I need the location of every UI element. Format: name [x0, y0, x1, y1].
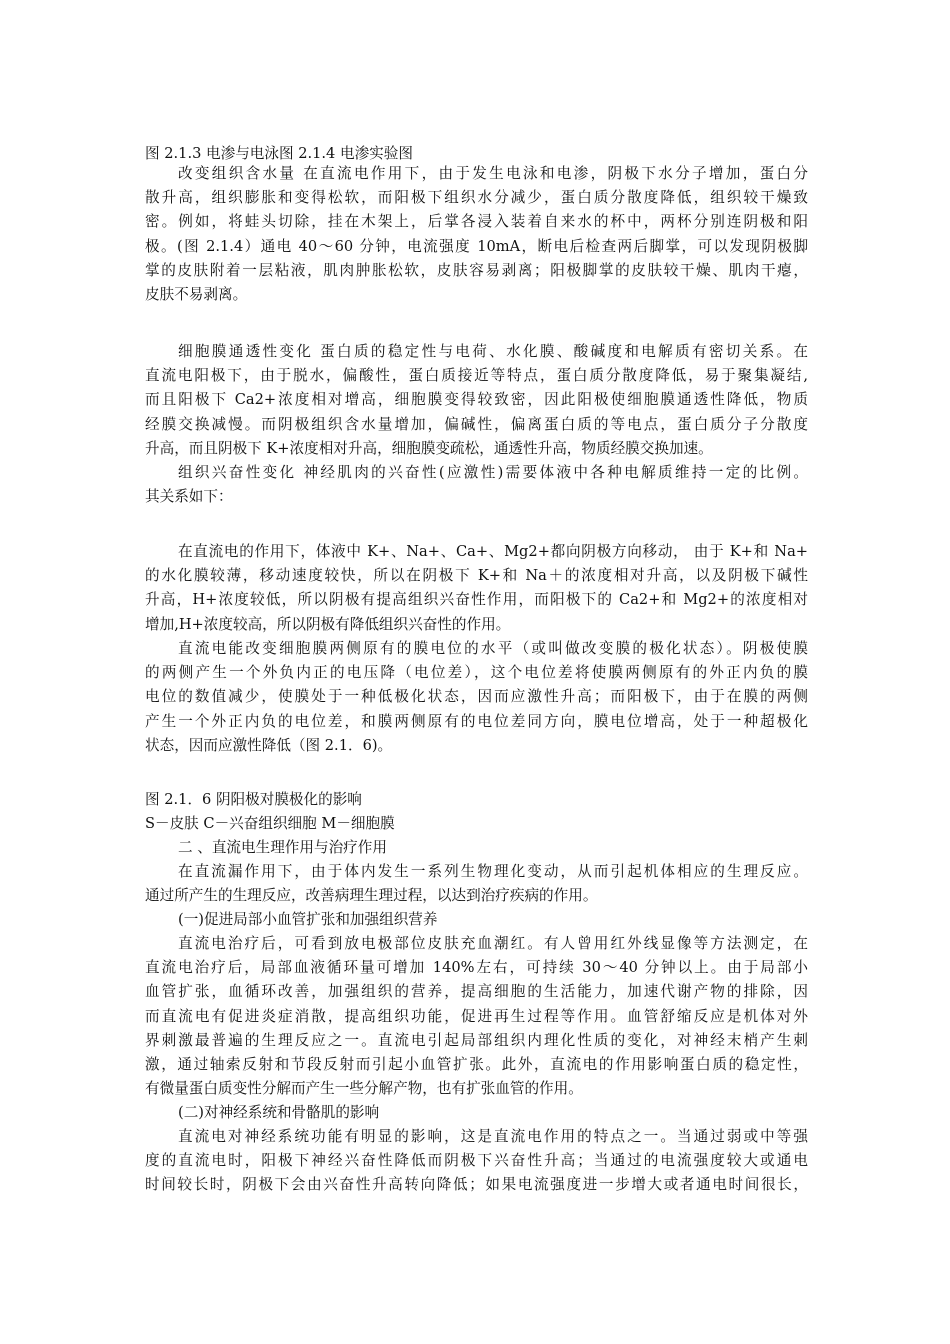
paragraph-excitability [145, 461, 808, 509]
text-line: 状态，因而应激性降低（图 2.1．6)。 [145, 736, 393, 754]
text-line: 通过所产生的生理反应，改善病理生理过程，以达到治疗疾病的作用。 [145, 887, 598, 905]
caption-line: 图 2.1.3 电渗与电泳图 2.1.4 电渗实验图 [145, 145, 413, 162]
text-line: 直流电治疗后，可看到放电极部位皮肤充血潮红。有人曾用红外线显像等方法测定，在 [178, 935, 808, 952]
text-line: 度的直流电时，阳极下神经兴奋性降低而阴极下兴奋性升高；当通过的电流强度较大或通电 [145, 1152, 808, 1170]
text-line: 升高，而且阴极下 K+浓度相对升高，细胞膜变疏松，通透性升高，物质经膜交换加速。 [145, 439, 713, 457]
text-line: 直流电阳极下，由于脱水，偏酸性，蛋白质接近等特点，蛋白质分散度降低，易于聚集凝结, [145, 367, 808, 385]
text-line: 界刺激最普遍的生理反应之一。直流电引起局部组织内理化性质的变化，对神经末梢产生刺 [145, 1031, 808, 1049]
text-line: 直流电对神经系统功能有明显的影响，这是直流电作用的特点之一。当通过弱或中等强 [178, 1128, 808, 1145]
caption-line: 图 2.1．6 阴阳极对膜极化的影响 [145, 791, 362, 808]
text-line: 极。(图 2.1.4）通电 40～60 分钟，电流强度 10mA，断电后检查两后脚掌，可以发现阴极脚 [145, 237, 808, 255]
subsection-title: (二)对神经系统和骨骼肌的影响 [178, 1104, 380, 1121]
text-line: 时间较长时，阴极下会由兴奋性升高转向降低；如果电流强度进一步增大或者通电时间很长， [145, 1176, 808, 1194]
text-line: 而直流电有促进炎症消散，提高组织功能，促进再生过程等作用。血管舒缩反应是机体对外 [145, 1007, 808, 1025]
text-line: 增加,H+浓度较高，所以阴极有降低组织兴奋性的作用。 [145, 615, 511, 633]
text-line: 散升高，组织膨胀和变得松软，而阳极下组织水分减少，蛋白质分散度降低，组织较干燥致 [145, 189, 808, 207]
text-line: 密。例如，将蛙头切除，挂在木架上，后掌各浸入装着自来水的杯中，两杯分别连阴极和阳 [145, 213, 808, 231]
section-heading-physiological-effects [145, 836, 808, 860]
subsection-title: (一)促进局部小血管扩张和加强组织营养 [178, 911, 438, 928]
text-line: 在直流电的作用下，体液中 K+、Na+、Ca+、Mg2+都向阴极方向移动， 由于 K+和 Na+ [178, 543, 808, 560]
subheading-nervous-system [145, 1101, 808, 1125]
text-line: 细胞膜通透性变化 蛋白质的稳定性与电荷、水化膜、酸碱度和电解质有密切关系。在 [178, 343, 808, 360]
figure-caption-2-1-6 [145, 788, 808, 836]
text-line: 直流电治疗后，局部血液循环量可增加 140%左右，可持续 30～40 分钟以上。由于局部小 [145, 959, 808, 977]
text-line: 掌的皮肤附着一层粘液，肌肉肿胀松软，皮肤容易剥离；阳极脚掌的皮肤较干燥、肌肉干瘪， [145, 261, 808, 279]
text-line: 的两侧产生一个外负内正的电压降（电位差），这个电位差将使膜两侧原有的外正内负的膜 [145, 664, 808, 682]
paragraph-ion-movement [145, 540, 808, 637]
text-line: 其关系如下： [145, 488, 233, 506]
text-line: 改变组织含水量 在直流电作用下，由于发生电泳和电渗，阴极下水分子增加，蛋白分 [178, 165, 808, 182]
caption-legend: S－皮肤 C－兴奋组织细胞 M－细胞膜 [145, 815, 395, 833]
paragraph-nervous-system [145, 1125, 808, 1198]
subheading-vasodilation [145, 908, 808, 932]
paragraph-vasodilation [145, 932, 808, 1101]
text-line: 血管扩张，血循环改善，加强组织的营养，提高细胞的生活能力，加速代谢产物的排除，因 [145, 983, 808, 1001]
paragraph-physiological-reaction [145, 860, 808, 908]
text-line: 直流电能改变细胞膜两侧原有的膜电位的水平（或叫做改变膜的极化状态）。阴极使膜 [178, 640, 808, 657]
text-line: 产生一个外正内负的电位差，和膜两侧原有的电位差同方向，膜电位增高，处于一种超极化 [145, 712, 808, 730]
paragraph-membrane-potential [145, 637, 808, 758]
paragraph-water-content [145, 162, 808, 307]
text-line: 在直流漏作用下，由于体内发生一系列生物理化变动，从而引起机体相应的生理反应。 [178, 863, 808, 880]
text-line: 组织兴奋性变化 神经肌肉的兴奋性(应激性)需要体液中各种电解质维持一定的比例。 [178, 464, 808, 481]
text-line: 有微量蛋白质变性分解而产生一些分解产物，也有扩张血管的作用。 [145, 1080, 583, 1098]
text-line: 电位的数值减少，使膜处于一种低极化状态，因而应激性升高；而阳极下，由于在膜的两侧 [145, 688, 808, 706]
paragraph-membrane-permeability [145, 340, 808, 461]
text-line: 的水化膜较薄，移动速度较快，所以在阴极下 K+和 Na＋的浓度相对升高，以及阴极下碱性 [145, 567, 808, 585]
section-title: 二 、直流电生理作用与治疗作用 [178, 839, 387, 856]
text-line: 经膜交换减慢。而阴极组织含水量增加，偏碱性，偏离蛋白质的等电点，蛋白质分子分散度 [145, 415, 808, 433]
text-line: 升高，H+浓度较低，所以阴极有提高组织兴奋性作用，而阳极下的 Ca2+和 Mg2+的浓度相对 [145, 591, 808, 609]
text-line: 皮肤不易剥离。 [145, 285, 248, 303]
text-line: 激，通过轴索反射和节段反射而引起小血管扩张。此外，直流电的作用影响蛋白质的稳定性， [145, 1055, 808, 1073]
text-line: 而且阳极下 Ca2+浓度相对增高，细胞膜变得较致密，因此阳极使细胞膜通透性降低，物质 [145, 391, 808, 409]
